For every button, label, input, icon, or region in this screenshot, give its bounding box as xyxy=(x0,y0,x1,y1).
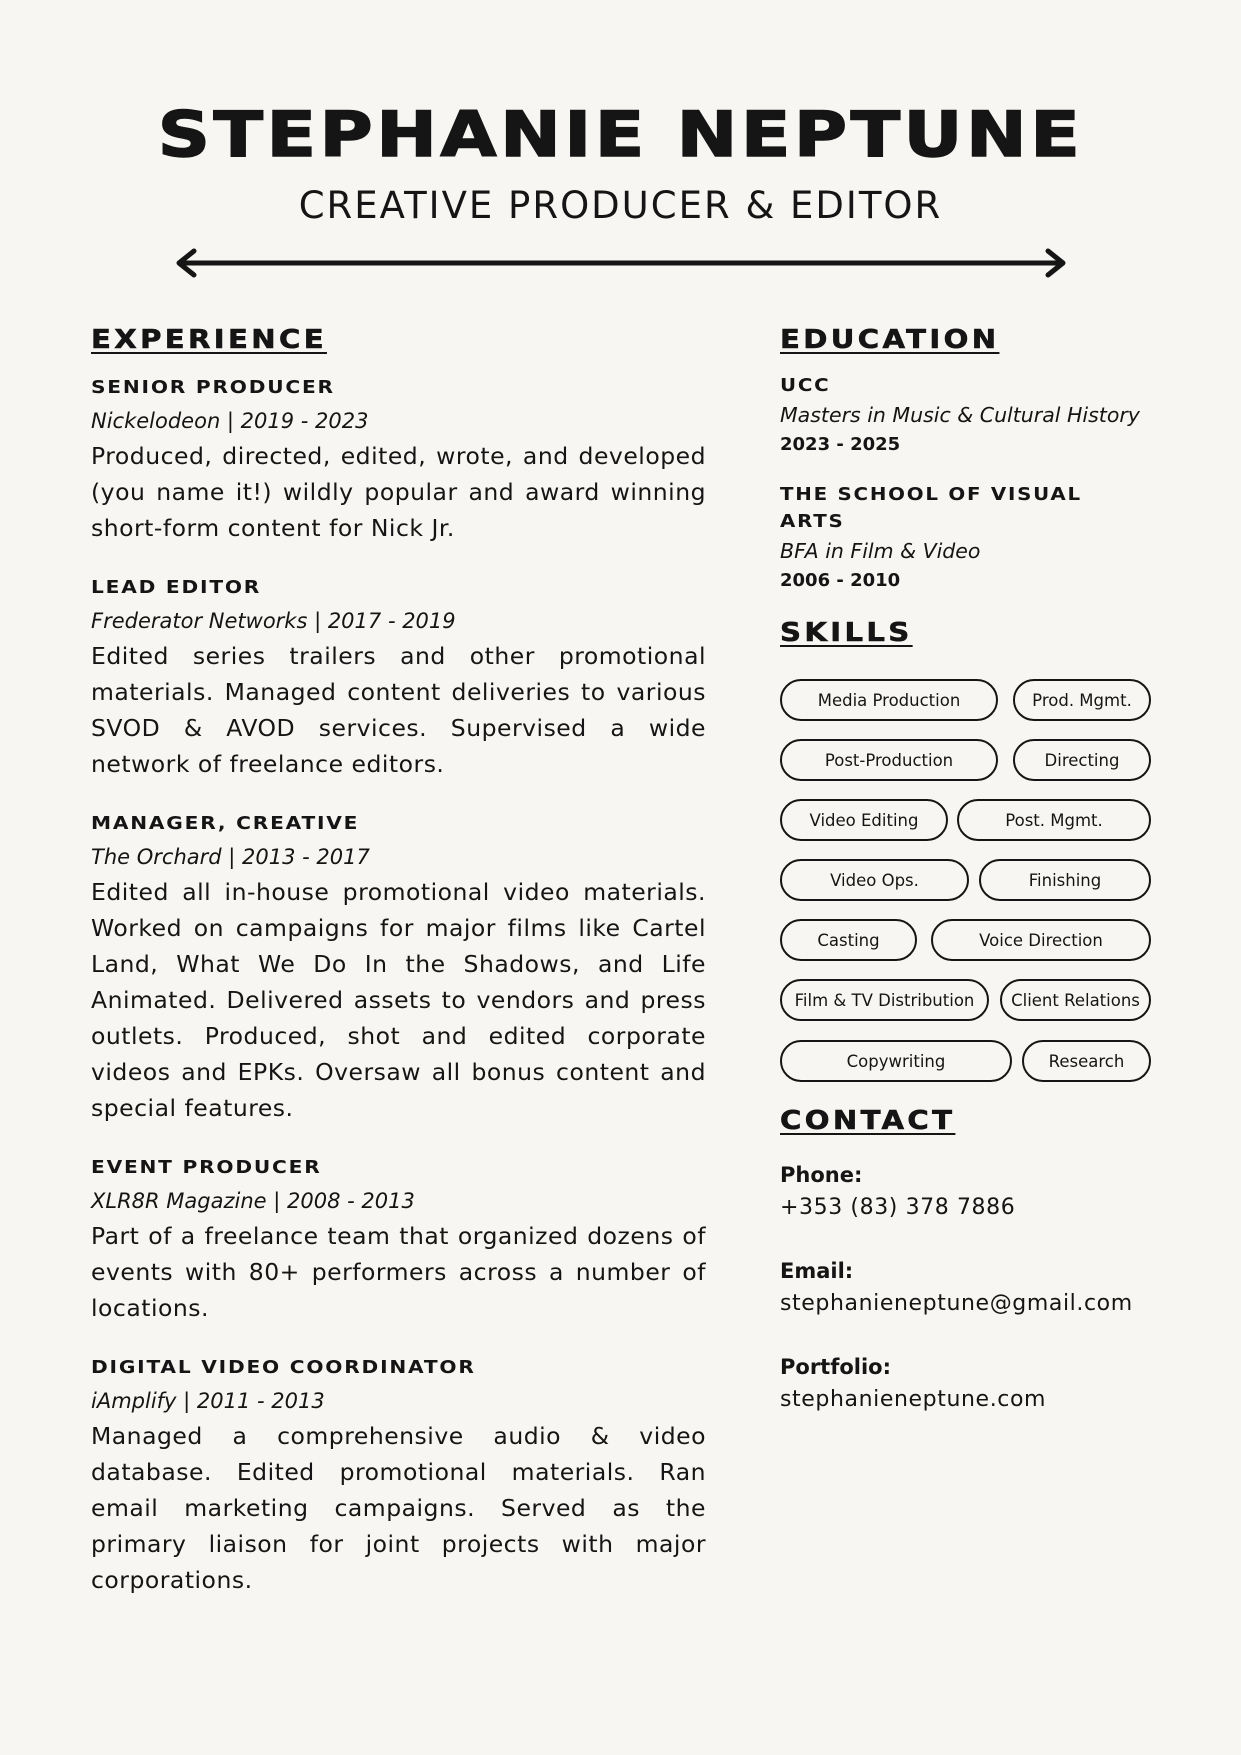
job-entry xyxy=(91,812,706,1126)
skill-pill: Casting xyxy=(780,919,917,961)
skill-pill: Finishing xyxy=(979,859,1151,901)
job-title: MANAGER, CREATIVE xyxy=(91,813,360,834)
experience-heading: EXPERIENCE xyxy=(91,325,327,355)
skill-pill: Video Ops. xyxy=(780,859,969,901)
portfolio-link[interactable]: stephanieneptune.com xyxy=(780,1387,1047,1412)
job-description: Edited series trailers and other promotional materials. Managed content deliveries to various SVOD & AVOD services. Supervised a wide network of freelance editors. xyxy=(91,642,706,778)
education-list xyxy=(780,372,1150,617)
skill-pill: Client Relations xyxy=(1000,979,1151,1021)
job-entry xyxy=(91,576,706,782)
job-title: EVENT PRODUCER xyxy=(91,1157,322,1178)
contact-block xyxy=(780,1160,1150,1448)
job-description: Produced, directed, edited, wrote, and developed (you name it!) wildly popular and award winning short-form content for Nick Jr. xyxy=(91,442,706,542)
job-description: Edited all in-house promotional video materials. Worked on campaigns for major films like Cartel Land, What We Do In the Shadows, and Life Animated. Delivered assets to vendors and press outlets. Produced, shot and edited corporate videos and EPKs. Oversaw all bonus content and special features. xyxy=(91,878,706,1122)
education-years: 2006 - 2010 xyxy=(780,570,901,591)
skill-pill: Copywriting xyxy=(780,1040,1012,1082)
experience-list xyxy=(91,372,706,1628)
job-entry xyxy=(91,1156,706,1326)
skills-heading: SKILLS xyxy=(780,618,913,648)
degree: Masters in Music & Cultural History xyxy=(780,403,1140,427)
school-name: THE SCHOOL OF VISUAL ARTS xyxy=(780,484,1082,532)
skill-pill: Post-Production xyxy=(780,739,998,781)
candidate-name: STEPHANIE NEPTUNE xyxy=(157,98,1084,171)
skill-pill: Film & TV Distribution xyxy=(780,979,989,1021)
skill-pill: Media Production xyxy=(780,679,998,721)
skill-pill: Directing xyxy=(1013,739,1151,781)
degree: BFA in Film & Video xyxy=(780,539,981,563)
email-label: Email: xyxy=(780,1259,854,1283)
job-title: LEAD EDITOR xyxy=(91,577,262,598)
job-company-dates: XLR8R Magazine | 2008 - 2013 xyxy=(91,1189,415,1213)
job-description: Managed a comprehensive audio & video database. Edited promotional materials. Ran email marketing campaigns. Served as the primary liaison for joint projects with major corporations. xyxy=(91,1422,706,1594)
skill-pill: Video Editing xyxy=(780,799,948,841)
skill-pill: Voice Direction xyxy=(931,919,1151,961)
education-heading: EDUCATION xyxy=(780,325,1000,355)
job-company-dates: iAmplify | 2011 - 2013 xyxy=(91,1389,325,1413)
education-years: 2023 - 2025 xyxy=(780,434,901,455)
education-entry xyxy=(780,481,1150,595)
job-description: Part of a freelance team that organized dozens of events with 80+ performers across a number of locations. xyxy=(91,1222,706,1322)
job-title: DIGITAL VIDEO COORDINATOR xyxy=(91,1357,476,1378)
email-link[interactable]: stephanieneptune@gmail.com xyxy=(780,1291,1133,1316)
portfolio-label: Portfolio: xyxy=(780,1355,891,1379)
contact-heading: CONTACT xyxy=(780,1106,956,1136)
double-arrow-divider xyxy=(174,248,1068,278)
job-company-dates: The Orchard | 2013 - 2017 xyxy=(91,845,370,869)
job-company-dates: Frederator Networks | 2017 - 2019 xyxy=(91,609,456,633)
phone-value: +353 (83) 378 7886 xyxy=(780,1195,1016,1220)
education-entry xyxy=(780,372,1150,459)
school-name: UCC xyxy=(780,375,831,396)
skill-pill: Post. Mgmt. xyxy=(957,799,1151,841)
skill-pill: Prod. Mgmt. xyxy=(1013,679,1151,721)
job-company-dates: Nickelodeon | 2019 - 2023 xyxy=(91,409,369,433)
job-entry xyxy=(91,1356,706,1598)
job-entry xyxy=(91,376,706,546)
candidate-role: CREATIVE PRODUCER & EDITOR xyxy=(298,184,943,227)
phone-label: Phone: xyxy=(780,1163,863,1187)
skill-pill: Research xyxy=(1022,1040,1151,1082)
job-title: SENIOR PRODUCER xyxy=(91,377,335,398)
